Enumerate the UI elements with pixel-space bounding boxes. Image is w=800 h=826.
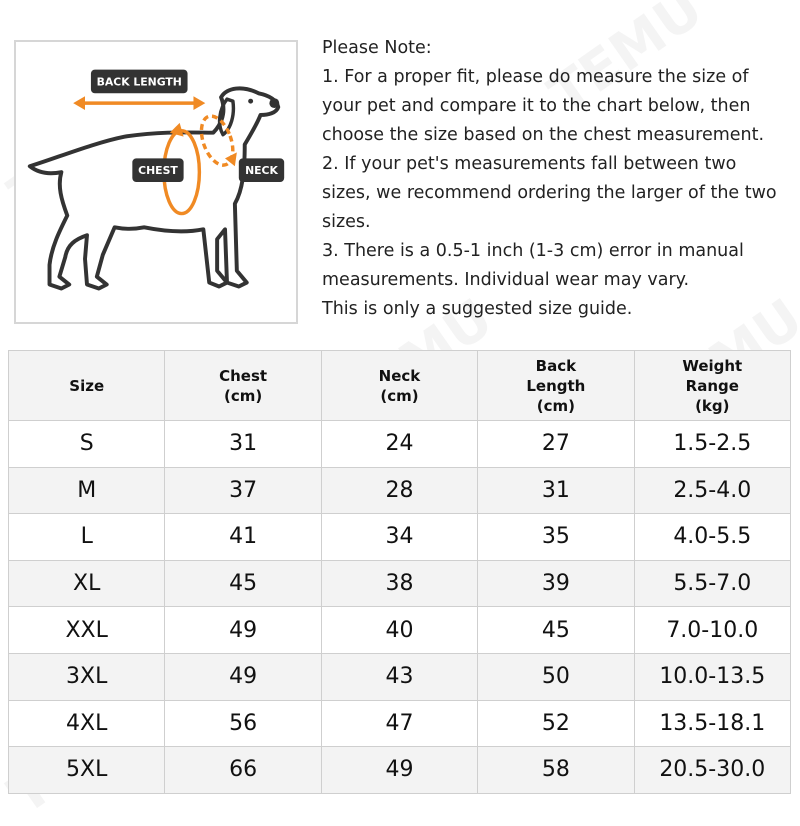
cell-weight: 13.5-18.1 — [634, 700, 790, 747]
neck-label: NECK — [245, 164, 278, 178]
dog-eye — [248, 99, 253, 104]
header-neck: Neck (cm) — [321, 351, 477, 421]
cell-chest: 37 — [165, 467, 321, 514]
cell-neck: 34 — [321, 514, 477, 561]
cell-size: L — [9, 514, 165, 561]
cell-size: 5XL — [9, 747, 165, 794]
cell-neck: 43 — [321, 653, 477, 700]
table-row — [9, 467, 791, 514]
dog-outline — [30, 88, 278, 288]
back-length-tag — [91, 70, 188, 94]
cell-back-length: 31 — [478, 467, 634, 514]
note-2-line-1: 2. If your pet's measurements fall between two — [322, 154, 737, 174]
cell-neck: 47 — [321, 700, 477, 747]
table-row — [9, 653, 791, 700]
note-1-line-1: 1. For a proper fit, please do measure the size of — [322, 67, 749, 87]
cell-neck: 28 — [321, 467, 477, 514]
note-2-line-3: sizes. — [322, 212, 371, 232]
note-4: This is only a suggested size guide. — [322, 299, 633, 319]
chest-label: CHEST — [138, 164, 178, 178]
cell-weight: 20.5-30.0 — [634, 747, 790, 794]
table-row — [9, 607, 791, 654]
note-2-line-2: sizes, we recommend ordering the larger of the two — [322, 183, 777, 203]
header-weight-range: Weight Range (kg) — [634, 351, 790, 421]
chest-tag — [132, 158, 183, 182]
back-length-arrow — [73, 96, 205, 110]
back-length-label: BACK LENGTH — [96, 75, 182, 89]
cell-size: 3XL — [9, 653, 165, 700]
neck-tag — [239, 158, 284, 182]
header-back-length: Back Length (cm) — [478, 351, 634, 421]
cell-chest: 45 — [165, 560, 321, 607]
table-header-row — [9, 351, 791, 421]
cell-size: 4XL — [9, 700, 165, 747]
header-chest: Chest (cm) — [165, 351, 321, 421]
cell-size: S — [9, 421, 165, 468]
note-3-line-2: measurements. Individual wear may vary. — [322, 270, 690, 290]
cell-weight: 10.0-13.5 — [634, 653, 790, 700]
dog-nose — [269, 98, 279, 108]
dog-measurement-illustration — [14, 40, 298, 324]
cell-size: M — [9, 467, 165, 514]
cell-chest: 66 — [165, 747, 321, 794]
table-row — [9, 700, 791, 747]
cell-weight: 4.0-5.5 — [634, 514, 790, 561]
note-3-line-1: 3. There is a 0.5-1 inch (1-3 cm) error in manual — [322, 241, 744, 261]
cell-neck: 49 — [321, 747, 477, 794]
cell-neck: 24 — [321, 421, 477, 468]
cell-size: XL — [9, 560, 165, 607]
cell-back-length: 39 — [478, 560, 634, 607]
cell-chest: 41 — [165, 514, 321, 561]
cell-back-length: 58 — [478, 747, 634, 794]
size-notes — [322, 34, 792, 324]
cell-back-length: 45 — [478, 607, 634, 654]
table-row — [9, 560, 791, 607]
cell-chest: 49 — [165, 607, 321, 654]
header-size: Size — [9, 351, 165, 421]
cell-weight: 2.5-4.0 — [634, 467, 790, 514]
size-chart-table — [8, 350, 791, 794]
cell-weight: 7.0-10.0 — [634, 607, 790, 654]
cell-weight: 5.5-7.0 — [634, 560, 790, 607]
cell-size: XXL — [9, 607, 165, 654]
note-1-line-3: choose the size based on the chest measurement. — [322, 125, 765, 145]
table-row — [9, 514, 791, 561]
cell-back-length: 52 — [478, 700, 634, 747]
table-row — [9, 421, 791, 468]
cell-back-length: 27 — [478, 421, 634, 468]
cell-chest: 49 — [165, 653, 321, 700]
cell-back-length: 35 — [478, 514, 634, 561]
note-1-line-2: your pet and compare it to the chart below, then — [322, 96, 751, 116]
cell-neck: 38 — [321, 560, 477, 607]
cell-chest: 31 — [165, 421, 321, 468]
cell-weight: 1.5-2.5 — [634, 421, 790, 468]
cell-neck: 40 — [321, 607, 477, 654]
notes-heading: Please Note: — [322, 38, 432, 58]
table-row — [9, 747, 791, 794]
cell-back-length: 50 — [478, 653, 634, 700]
cell-chest: 56 — [165, 700, 321, 747]
dog-diagram — [16, 42, 296, 322]
